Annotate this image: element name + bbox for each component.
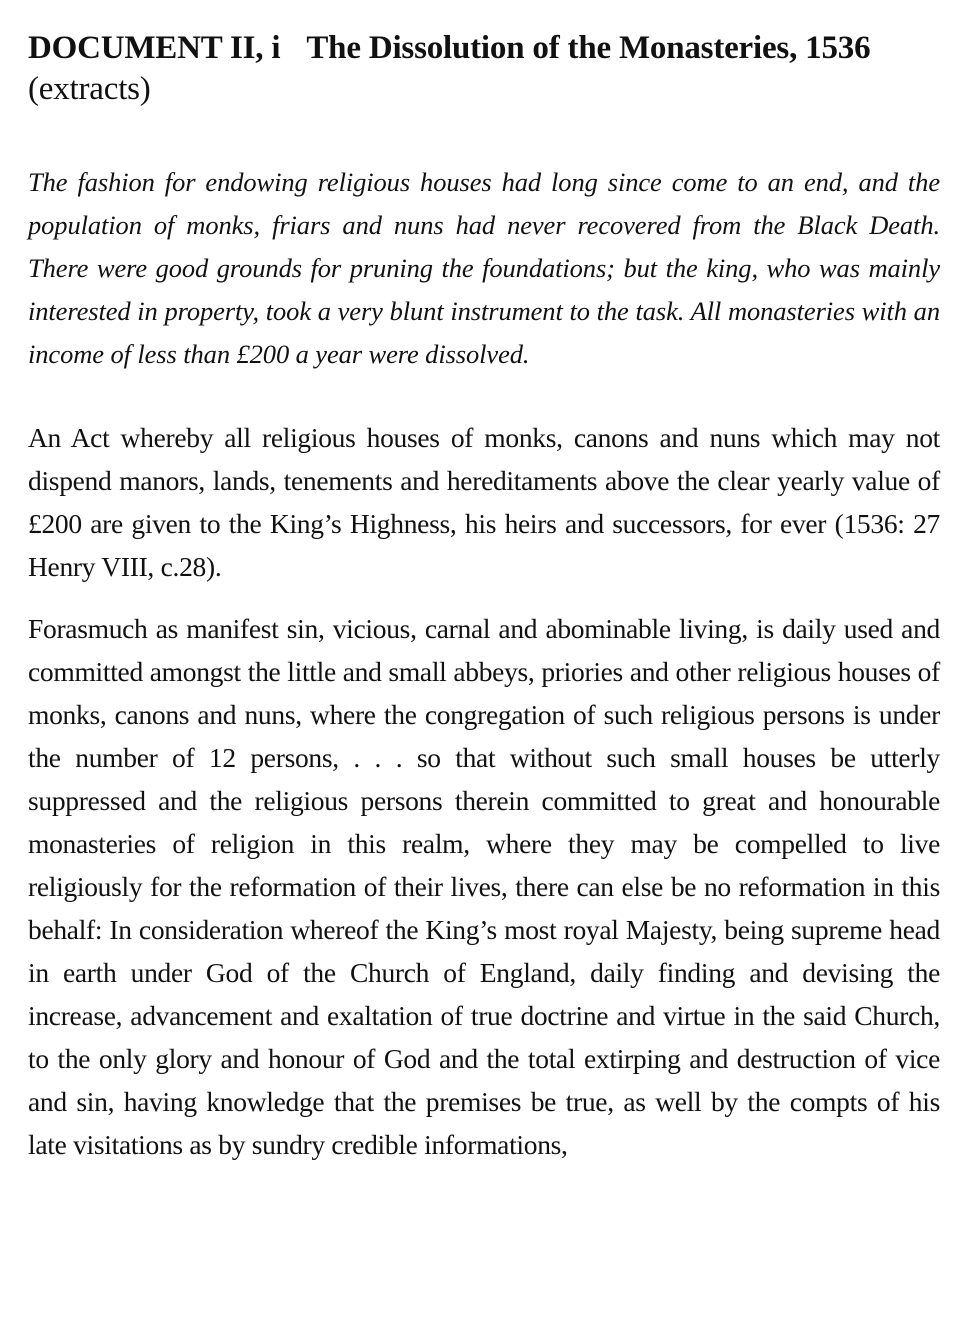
document-title-note: (extracts) (28, 71, 151, 107)
act-text-paragraph: Forasmuch as manifest sin, vicious, carnal and abominable living, is daily used and committed amongst the little and small abbeys, priories and other religious houses of monks, canons and nuns, where the congregation of such religious persons is under the number of 12 persons, . . . so that without such small houses be utterly suppressed and the religious persons therein committed to great and honourable monasteries of religion in this realm, where they may be compelled to live religiously for the reformation of their lives, there can else be no reformation in this behalf: In consideration whereof the King’s most royal Majesty, being supreme head in earth under God of the Church of England, daily finding and devising the increase, advancement and exaltation of true doctrine and virtue in the said Church, to the only glory and honour of God and the total extirping and destruction of vice and sin, having knowledge that the premises be true, as well by the compts of his late visitations as by sundry credible informations, (28, 613, 940, 1160)
act-title-paragraph: An Act whereby all religious houses of monks, canons and nuns which may not dispend manors, lands, tenements and hereditaments above the clear yearly value of £200 are given to the King’s Highness, his heirs and successors, for ever (1536: 27 Henry VIII, c.28). (28, 422, 940, 582)
document-title: The Dissolution of the Monasteries, 1536 (306, 30, 871, 66)
editorial-introduction: The fashion for endowing religious houses had long since come to an end, and the population of monks, friars and nuns had never recovered from the Black Death. There were good grounds for pruning the foundations; but the king, who was mainly interested in property, took a very blunt instrument to the task. All monasteries with an income of less than £200 a year were dissolved. (28, 167, 940, 369)
document-heading (28, 28, 940, 110)
document-page (28, 28, 940, 1166)
document-number: DOCUMENT II, i (28, 30, 281, 66)
